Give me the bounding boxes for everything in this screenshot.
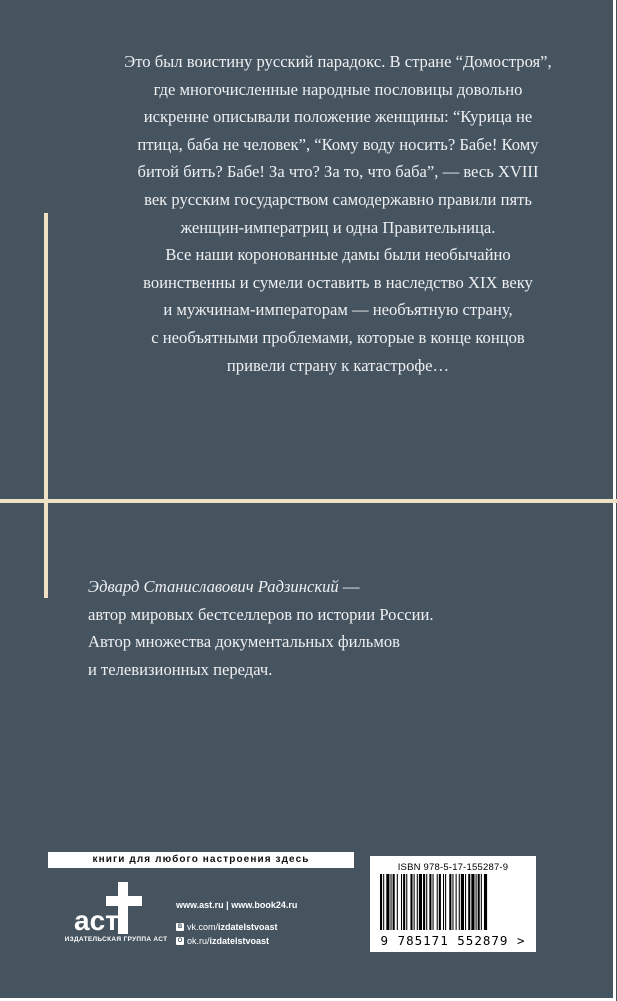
isbn-label: ISBN 978-5-17-155287-9 [397,862,509,873]
barcode-bar [410,874,412,930]
barcode-bar [386,874,389,930]
ok-icon: О [177,938,183,944]
logo-caption: ИЗДАТЕЛЬСКАЯ ГРУППА АСТ [64,936,168,943]
annotation-line: искренне описывали положение женщины: “Курица не [143,107,533,127]
barcode-bar [471,874,474,930]
author-name-dash: — [338,577,360,596]
barcode-bar [380,874,382,930]
barcode-bar [468,874,470,930]
barcode-bar [445,874,446,930]
annotation-line: битой бить? Бабе! За что? За то, что баба”, — весь XVIII [137,162,539,182]
barcode-bar [414,874,415,930]
horizontal-accent-line [0,499,617,503]
annotation-line: век русским государством самодержавно правили пять [144,189,532,209]
barcode-bar [478,874,480,930]
ok-link[interactable]: О ok.ru/izdatelstvoast [177,936,270,946]
barcode-bar [423,874,425,930]
annotation-line: женщин-императриц и одна Правительница. [180,217,496,237]
barcode-bar [452,874,453,930]
barcode-bar [459,874,460,930]
barcode [378,874,528,930]
barcode-bar [439,874,441,930]
vk-link[interactable]: В vk.com/izdatelstvoast [177,922,278,932]
barcode-bar [426,874,427,930]
barcode-bar [461,874,464,930]
barcode-bar [397,874,398,930]
annotation-line: и мужчинам-императорам — необъятную страну, [163,300,513,320]
barcode-bar [406,874,407,930]
barcode-bar [484,874,487,930]
barcode-bar [383,874,384,930]
annotation-line: где многочисленные народные пословицы довольно [153,79,523,99]
annotation-line: птица, баба не человек”, “Кому воду носить? Бабе! Кому [137,134,539,154]
barcode-bar [449,874,451,930]
barcode-bar [437,874,438,930]
annotation-line: воинственны и сумели оставить в наследство XIX веку [143,272,533,292]
book-annotation [88,48,588,379]
website-links[interactable]: www.ast.ru | www.book24.ru [176,900,298,910]
isbn-digits: 9 785171 552879 > [380,933,526,948]
barcode-bar [429,874,431,930]
barcode-bar [401,874,402,930]
annotation-line: Все наши коронованные дамы были необычайно [165,245,511,265]
barcode-bar [481,874,482,930]
vk-icon: В [177,924,183,930]
barcode-bar [476,874,477,930]
annotation-line: Это был воистину русский парадокс. В стране “Домостроя”, [124,52,552,71]
annotation-line: привели страну к катастрофе… [226,355,450,375]
barcode-bar [433,874,434,930]
logo-text: аст [74,905,119,936]
author-bio-line: автор мировых бестселлеров по истории России. [88,604,434,624]
barcode-bar [391,874,392,930]
barcode-bar [417,874,418,930]
author-name-line [88,573,508,601]
barcode-bar [456,874,457,930]
vertical-accent-line [44,213,48,598]
barcode-bar [403,874,405,930]
author-name: Эдвард Станиславович Радзинский [88,577,339,596]
barcode-bar [419,874,422,930]
author-bio-line: Автор множества документальных фильмов [88,632,401,652]
author-bio [88,573,508,683]
barcode-bar [465,874,466,930]
isbn-barcode-box [370,856,536,952]
publisher-tagline: книги для любого настроения здесь [48,852,354,868]
barcode-bar [443,874,444,930]
author-bio-line: и телевизионных передач. [88,659,273,679]
annotation-line: с необъятными проблемами, которые в конце концов [151,327,525,347]
barcode-bar [393,874,395,930]
